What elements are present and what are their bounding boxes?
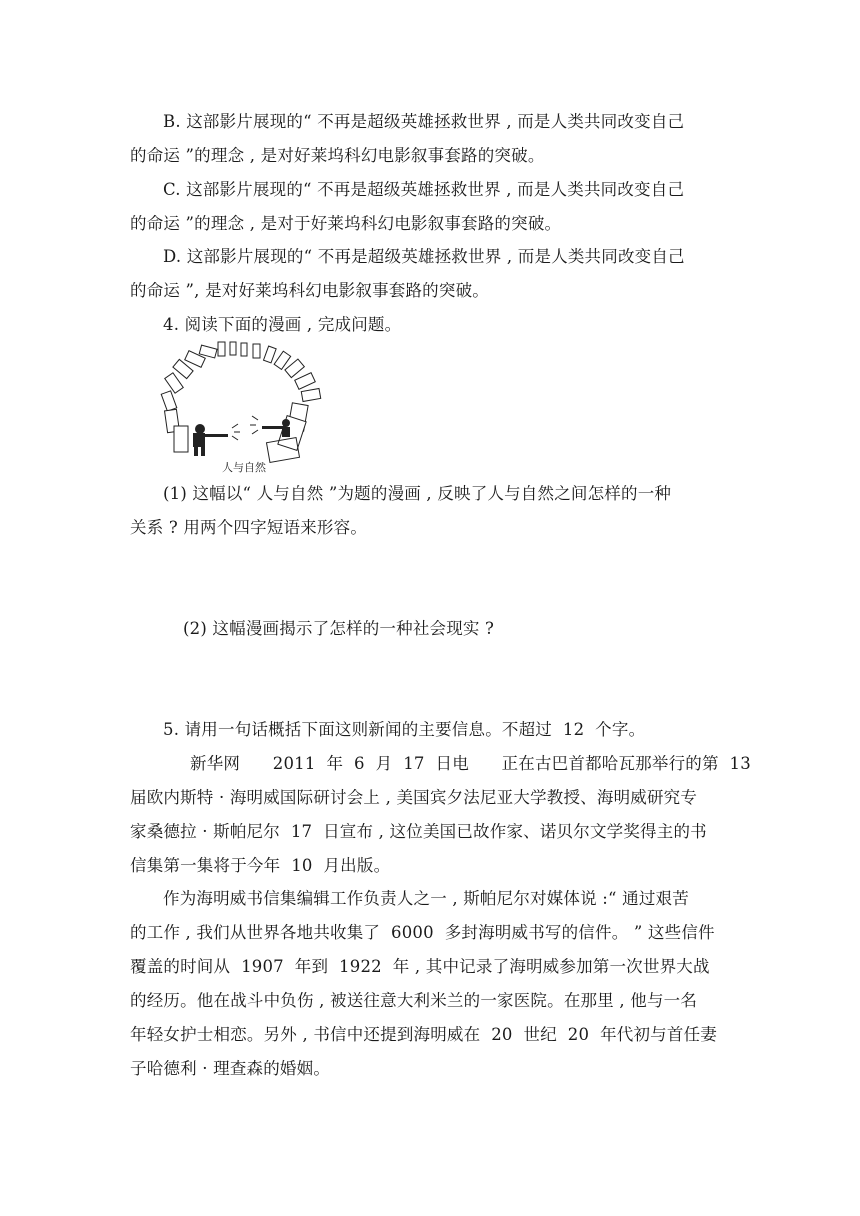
- news-p1-line-3: 家桑德拉 · 斯帕尼尔 17 日宣布 , 这位美国已故作家、诺贝尔文学奖得主的书: [130, 822, 707, 841]
- option-b-line-2: 的命运 ”的理念 , 是对好莱坞科幻电影叙事套路的突破。: [130, 146, 545, 165]
- news-p2-line-3: 覆盖的时间从 1907 年到 1922 年 , 其中记录了海明威参加第一次世界大战: [130, 957, 710, 976]
- option-c-line-1: C. 这部影片展现的“ 不再是超级英雄拯救世界 , 而是人类共同改变自己: [163, 180, 685, 199]
- news-p2-line-6: 子哈德利 · 理查森的婚姻。: [130, 1059, 331, 1078]
- cartoon-man-and-nature: [160, 340, 324, 476]
- option-d-line-2: 的命运 ”, 是对好莱坞科幻电影叙事套路的突破。: [130, 281, 489, 300]
- question-4-sub-1-line-2: 关系 ? 用两个四字短语来形容。: [130, 518, 368, 537]
- news-p1-line-2: 届欧内斯特 · 海明威国际研讨会上 , 美国宾夕法尼亚大学教授、海明威研究专: [130, 788, 698, 807]
- question-5-prompt: 5. 请用一句话概括下面这则新闻的主要信息。不超过 12 个字。: [163, 720, 646, 739]
- news-p2-line-2: 的工作 , 我们从世界各地共收集了 6000 多封海明威书写的信件。 ” 这些信件: [130, 923, 715, 942]
- cartoon-caption: 人与自然: [222, 461, 266, 474]
- option-b-line-1: B. 这部影片展现的“ 不再是超级英雄拯救世界 , 而是人类共同改变自己: [163, 112, 685, 131]
- option-c-line-2: 的命运 ”的理念 , 是对于好莱坞科幻电影叙事套路的突破。: [130, 214, 562, 233]
- question-4-sub-1-line-1: (1) 这幅以“ 人与自然 ”为题的漫画 , 反映了人与自然之间怎样的一种: [163, 484, 672, 503]
- question-4-prompt: 4. 阅读下面的漫画 , 完成问题。: [163, 315, 402, 334]
- news-p2-line-4: 的经历。他在战斗中负伤 , 被送往意大利米兰的一家医院。在那里 , 他与一名: [130, 991, 698, 1010]
- option-d-line-1: D. 这部影片展现的“ 不再是超级英雄拯救世界 , 而是人类共同改变自己: [163, 247, 685, 266]
- news-p1-line-1: 新华网 2011 年 6 月 17 日电 正在古巴首都哈瓦那举行的第 13: [190, 754, 751, 773]
- news-p2-line-5: 年轻女护士相恋。另外 , 书信中还提到海明威在 20 世纪 20 年代初与首任妻: [130, 1025, 717, 1044]
- news-p2-line-1: 作为海明威书信集编辑工作负责人之一 , 斯帕尼尔对媒体说 :“ 通过艰苦: [163, 889, 689, 908]
- news-p1-line-4: 信集第一集将于今年 10 月出版。: [130, 856, 391, 875]
- question-4-sub-2: (2) 这幅漫画揭示了怎样的一种社会现实 ?: [183, 619, 495, 638]
